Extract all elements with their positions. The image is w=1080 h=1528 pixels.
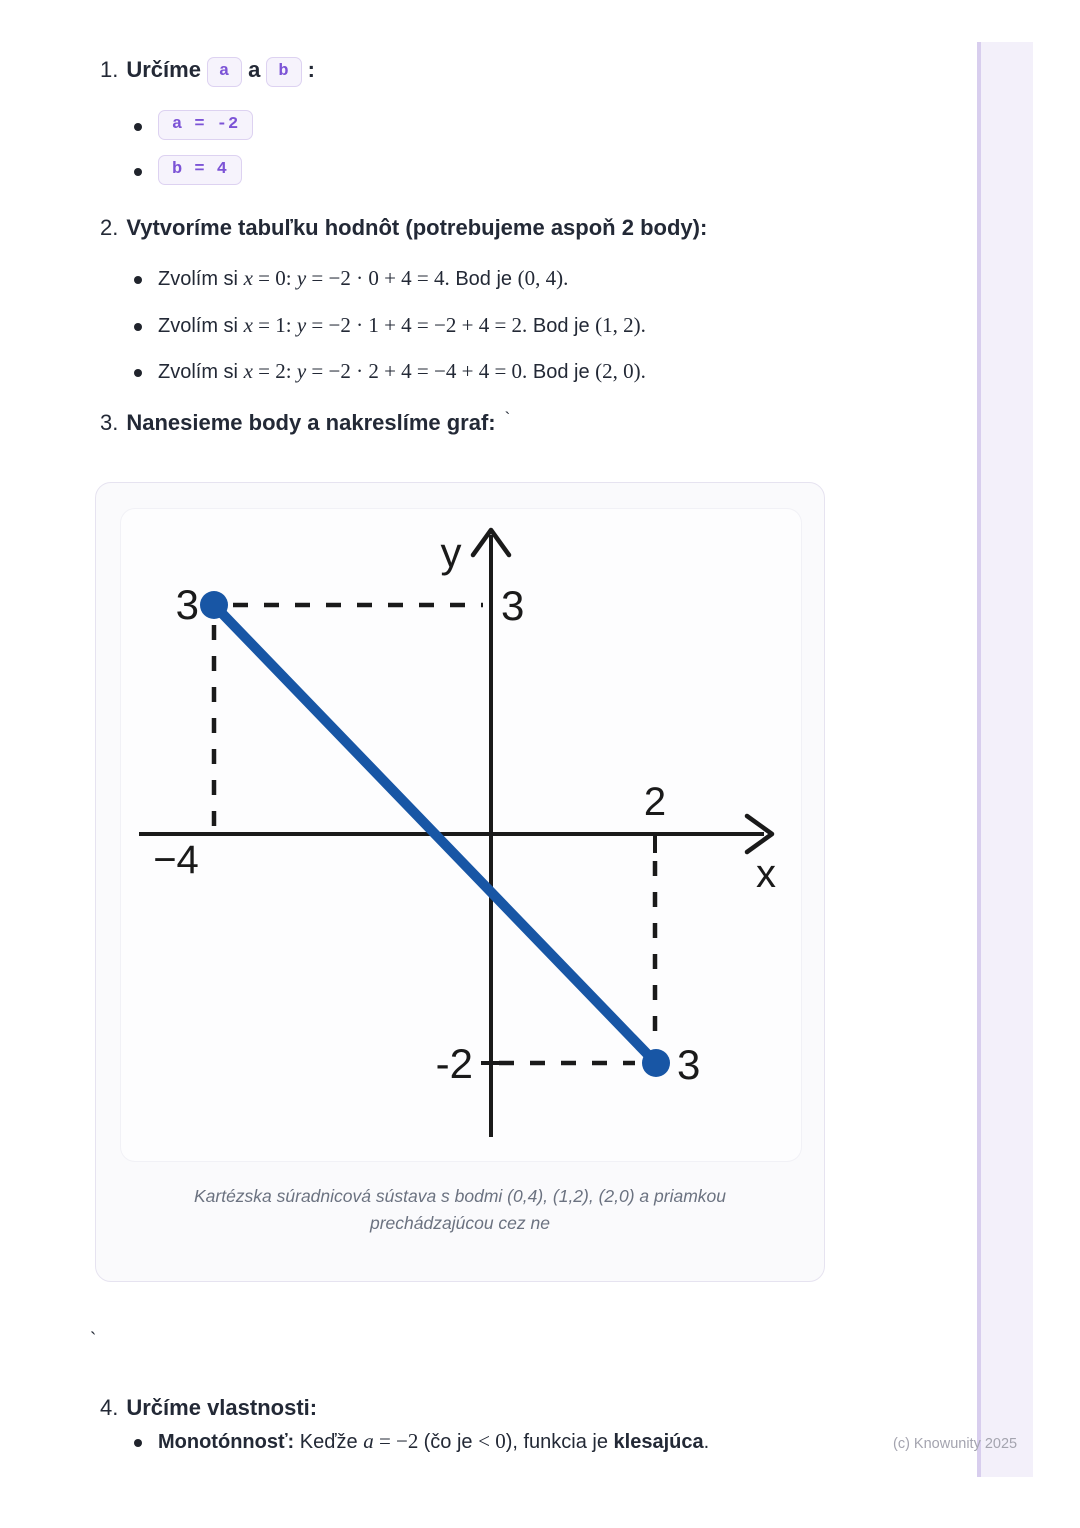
bullet-point-row-2 — [158, 312, 646, 339]
figure-caption-line2: prechádzajúcou cez ne — [370, 1213, 550, 1234]
bullet1-eq2: = −2 · 0 + 4 = 4. — [306, 266, 450, 290]
label-neg4-on-x-axis: −4 — [153, 838, 199, 882]
figure-caption — [146, 1183, 774, 1237]
bullet2-eq1: = 1: — [252, 313, 297, 337]
item1-colon: : — [307, 57, 315, 82]
figure-caption-line1: Kartézska súradnicová sústava s bodmi (0,4), (1,2), (2,0) a priamkou — [193, 1186, 727, 1206]
label-3-left-of-point: 3 — [175, 581, 199, 628]
monotonicity-label: Monotónnosť: — [158, 1431, 295, 1453]
label-3-on-y-axis: 3 — [501, 582, 525, 629]
monotonicity-var-a: a — [363, 1429, 374, 1453]
monotonicity-eq: = −2 — [373, 1429, 424, 1453]
list-number-1: 1. — [100, 57, 119, 82]
bullet-point-row-3 — [158, 358, 646, 385]
figure-card — [95, 482, 825, 1282]
inline-code-b: b — [266, 57, 301, 87]
bullet2-var-y: y — [296, 313, 307, 337]
item4-title: Určíme vlastnosti: — [126, 1395, 318, 1420]
graph-point-bottom-right — [642, 1049, 670, 1077]
bullet3-var-x: x — [243, 359, 253, 383]
bullet3-pre: Zvolím si — [158, 361, 244, 383]
monotonicity-period: . — [703, 1431, 710, 1453]
bullet2-pre: Zvolím si — [158, 315, 244, 337]
bullet3-mid: Bod je — [527, 361, 596, 383]
bullet2-eq2: = −2 · 1 + 4 = −2 + 4 = 2. — [306, 313, 528, 337]
bullet1-mid: Bod je — [449, 268, 518, 290]
stray-backtick: ` — [90, 1330, 97, 1351]
label-3-right-of-point: 3 — [677, 1041, 701, 1088]
code-chip-b-value: b = 4 — [158, 155, 242, 185]
code-chip-a-value: a = -2 — [158, 110, 253, 140]
item3-title: Nanesieme body a nakreslíme graf: — [126, 410, 496, 435]
bullet1-var-x: x — [243, 266, 253, 290]
bullet-dot — [134, 323, 142, 331]
bullet3-var-y: y — [296, 359, 307, 383]
coordinate-graph-svg — [121, 509, 801, 1161]
bullet-item-chip-a — [158, 110, 253, 140]
item2-title: Vytvoríme tabuľku hodnôt (potrebujeme aspoň 2 body): — [126, 215, 708, 240]
monotonicity-bullet — [158, 1428, 709, 1455]
y-axis-label: y — [440, 529, 462, 576]
bullet2-var-x: x — [243, 313, 253, 337]
item3-trailing-backtick: ` — [504, 409, 511, 428]
bullet1-point: (0, 4). — [517, 266, 569, 290]
list-item-3-heading — [100, 408, 510, 437]
bullet3-eq2: = −2 · 2 + 4 = −4 + 4 = 0. — [306, 359, 528, 383]
bullet-dot — [134, 369, 142, 377]
bullet1-var-y: y — [296, 266, 307, 290]
monotonicity-t1: Keďže — [294, 1431, 364, 1453]
monotonicity-t2: (čo je — [423, 1431, 479, 1453]
list-item-2-heading — [100, 214, 707, 242]
item1-conjunction: a — [248, 57, 261, 82]
list-number-3: 3. — [100, 410, 119, 435]
graph-point-top-left — [200, 591, 228, 619]
list-number-4: 4. — [100, 1395, 119, 1420]
bullet3-point: (2, 0). — [595, 359, 646, 383]
coordinate-graph-image — [121, 509, 801, 1161]
bullet-dot — [134, 168, 142, 176]
bullet-item-chip-b — [158, 155, 242, 185]
bullet1-eq1: = 0: — [252, 266, 297, 290]
scrollbar-thumb[interactable] — [977, 42, 1033, 1477]
bullet3-eq1: = 2: — [252, 359, 297, 383]
list-item-4-heading — [100, 1394, 317, 1422]
list-number-2: 2. — [100, 215, 119, 240]
bullet2-point: (1, 2). — [595, 313, 646, 337]
inline-code-a: a — [207, 57, 242, 87]
item1-word: Určíme — [126, 57, 201, 82]
monotonicity-t3: ), funkcia je — [505, 1431, 614, 1453]
bullet-dot — [134, 276, 142, 284]
label-neg2-on-y-axis: -2 — [435, 1040, 473, 1087]
label-2-on-x-axis: 2 — [643, 780, 667, 824]
list-item-1-heading — [100, 56, 315, 87]
copyright-text: (c) Knowunity 2025 — [893, 1436, 1018, 1452]
bullet-point-row-1 — [158, 265, 568, 292]
bullet1-pre: Zvolím si — [158, 268, 244, 290]
bullet2-mid: Bod je — [527, 315, 596, 337]
bullet-dot — [134, 123, 142, 131]
monotonicity-lt0: < 0 — [478, 1429, 506, 1453]
x-axis-label: x — [756, 852, 776, 896]
bullet-dot — [134, 1439, 142, 1447]
monotonicity-klesajuca: klesajúca — [613, 1431, 704, 1453]
